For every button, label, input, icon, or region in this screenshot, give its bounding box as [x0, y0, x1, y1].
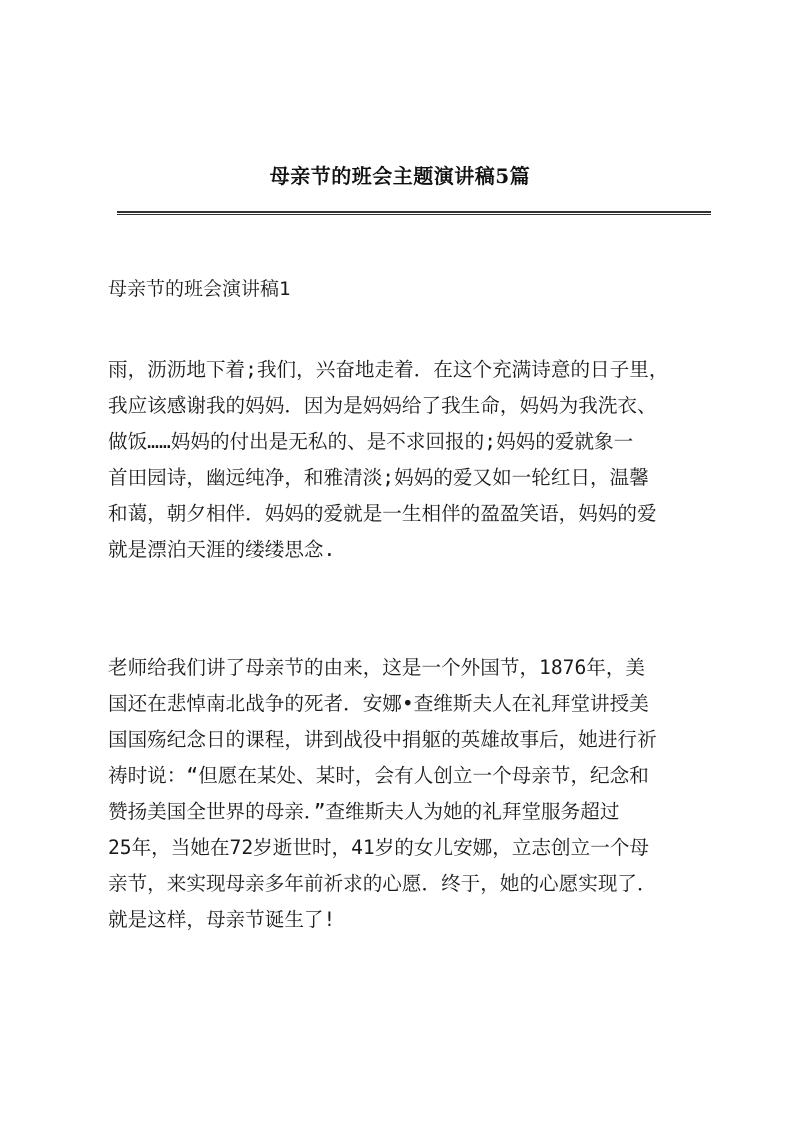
- paragraph-line: 雨，沥沥地下着;我们，兴奋地走着．在这个充满诗意的日子里，: [108, 358, 669, 381]
- paragraph-line: 亲节，来实现母亲多年前祈求的心愿．终于，她的心愿实现了．: [108, 872, 657, 895]
- paragraph-line: 做饭……妈妈的付出是无私的、是不求回报的;妈妈的爱就象一: [108, 430, 634, 453]
- paragraph-line: 赞扬美国全世界的母亲．”查维斯夫人为她的礼拜堂服务超过: [108, 800, 620, 823]
- paragraph-line: 和蔼，朝夕相伴．妈妈的爱就是一生相伴的盈盈笑语，妈妈的爱: [108, 502, 657, 525]
- paragraph-line: 就是漂泊天涯的缕缕思念.: [108, 538, 336, 561]
- paragraph-line: 老师给我们讲了母亲节的由来，这是一个外国节，1876年，美: [108, 656, 646, 679]
- paragraph-line: 祷时说：“但愿在某处、某时，会有人创立一个母亲节，纪念和: [108, 764, 649, 787]
- paragraph-line: 首田园诗，幽远纯净，和雅清淡;妈妈的爱又如一轮红日，温馨: [108, 466, 649, 489]
- title-divider: [117, 211, 711, 215]
- paragraph-line: 国还在悲悼南北战争的死者．安娜•查维斯夫人在礼拜堂讲授美: [108, 692, 649, 715]
- paragraph-line: 就是这样，母亲节诞生了!: [108, 908, 336, 931]
- paragraph-1: [108, 352, 708, 568]
- document-title: 母亲节的班会主题演讲稿5篇: [269, 164, 531, 188]
- paragraph-line: 我应该感谢我的妈妈．因为是妈妈给了我生命，妈妈为我洗衣、: [108, 394, 657, 417]
- paragraph-2: [108, 650, 708, 938]
- section-heading: 母亲节的班会演讲稿1: [108, 278, 291, 300]
- paragraph-line: 25年，当她在72岁逝世时，41岁的女儿安娜，立志创立一个母: [108, 836, 650, 859]
- paragraph-line: 国国殇纪念日的课程，讲到战役中捐躯的英雄故事后，她进行祈: [108, 728, 657, 751]
